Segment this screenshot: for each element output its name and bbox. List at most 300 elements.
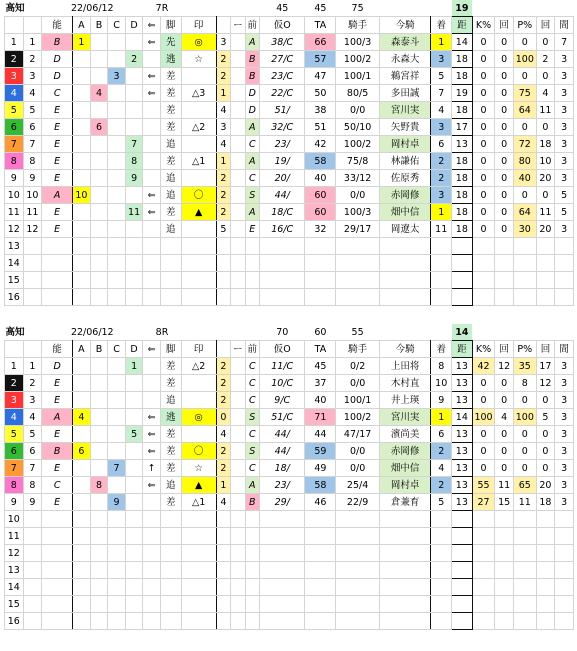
top-value-2: 60 bbox=[314, 326, 327, 338]
cell-sym bbox=[181, 136, 216, 153]
column-header: ー bbox=[231, 17, 245, 34]
cell-pp: 100 bbox=[513, 409, 536, 426]
cell-pp: 0 bbox=[513, 187, 536, 204]
cell-arr bbox=[143, 375, 161, 392]
cell-sym: ◎ bbox=[181, 409, 216, 426]
cell-mae bbox=[245, 579, 259, 596]
cell-pref bbox=[216, 255, 230, 272]
cell-chaku: 1 bbox=[431, 409, 452, 426]
cell-n bbox=[23, 272, 42, 289]
cell-pref bbox=[216, 579, 230, 596]
cell-p_kai: 4 bbox=[536, 85, 555, 102]
cell-pp: 8 bbox=[513, 375, 536, 392]
cell-n: 7 bbox=[23, 460, 42, 477]
cell-kishu bbox=[336, 528, 379, 545]
cell-p_kai bbox=[536, 238, 555, 255]
cell-w: 12 bbox=[5, 545, 24, 562]
cell-arr: ⇐ bbox=[143, 409, 161, 426]
cell-nou: B bbox=[42, 34, 73, 51]
cell-pref: 1 bbox=[216, 477, 230, 494]
cell-kishu: 47/17 bbox=[336, 426, 379, 443]
cell-b bbox=[90, 528, 108, 545]
cell-arr bbox=[143, 238, 161, 255]
cell-p_kai: 0 bbox=[536, 34, 555, 51]
cell-imakishu bbox=[379, 289, 431, 306]
column-header: K% bbox=[472, 341, 495, 358]
column-header: 騎手 bbox=[336, 341, 379, 358]
cell-blank bbox=[231, 596, 245, 613]
table-row bbox=[5, 170, 574, 187]
cell-blank bbox=[231, 221, 245, 238]
cell-kp bbox=[472, 613, 495, 630]
cell-pref bbox=[216, 613, 230, 630]
cell-kp: 42 bbox=[472, 358, 495, 375]
cell-imakishu: 佐原秀 bbox=[379, 170, 431, 187]
cell-pref: 2 bbox=[216, 204, 230, 221]
cell-kishu: 50/10 bbox=[336, 119, 379, 136]
table-row bbox=[5, 221, 574, 238]
cell-nou: E bbox=[42, 426, 73, 443]
cell-kyori bbox=[452, 289, 473, 306]
cell-mae bbox=[245, 272, 259, 289]
cell-kp bbox=[472, 272, 495, 289]
cell-p_kai bbox=[536, 255, 555, 272]
table-row bbox=[5, 409, 574, 426]
cell-arr bbox=[143, 494, 161, 511]
cell-blank bbox=[231, 375, 245, 392]
cell-kariO: 29/ bbox=[260, 494, 305, 511]
cell-TA: 66 bbox=[305, 34, 336, 51]
cell-pp: 11 bbox=[513, 494, 536, 511]
column-header bbox=[5, 17, 24, 34]
cell-w: 13 bbox=[5, 238, 24, 255]
cell-kp: 0 bbox=[472, 170, 495, 187]
cell-d bbox=[125, 392, 143, 409]
cell-kan: 5 bbox=[555, 187, 574, 204]
cell-c bbox=[108, 392, 126, 409]
cell-kishu bbox=[336, 511, 379, 528]
cell-n: 4 bbox=[23, 409, 42, 426]
column-header: 仮O bbox=[260, 341, 305, 358]
cell-TA: 57 bbox=[305, 51, 336, 68]
cell-pp: 0 bbox=[513, 392, 536, 409]
column-header: 印 bbox=[181, 341, 216, 358]
empty-row bbox=[5, 562, 574, 579]
cell-p_kai: 0 bbox=[536, 187, 555, 204]
distance-header: 19 bbox=[452, 0, 473, 17]
cell-blank bbox=[231, 511, 245, 528]
top-value-3: 75 bbox=[351, 2, 364, 14]
cell-n bbox=[23, 579, 42, 596]
cell-c: 7 bbox=[108, 460, 126, 477]
column-header-row bbox=[5, 341, 574, 358]
cell-w: 8 bbox=[5, 477, 24, 494]
cell-c bbox=[108, 85, 126, 102]
cell-kan: 7 bbox=[555, 34, 574, 51]
cell-w: 6 bbox=[5, 443, 24, 460]
cell-chaku: 6 bbox=[431, 426, 452, 443]
cell-kariO: 11/C bbox=[260, 358, 305, 375]
cell-p_kai: 17 bbox=[536, 358, 555, 375]
cell-kyori: 13 bbox=[452, 460, 473, 477]
cell-TA bbox=[305, 596, 336, 613]
cell-kyaku bbox=[160, 613, 181, 630]
cell-c bbox=[108, 255, 126, 272]
cell-p_kai: 20 bbox=[536, 477, 555, 494]
cell-kyaku: 差 bbox=[160, 85, 181, 102]
cell-kishu bbox=[336, 238, 379, 255]
cell-a: 6 bbox=[73, 443, 91, 460]
cell-pp bbox=[513, 562, 536, 579]
cell-chaku: 3 bbox=[431, 51, 452, 68]
cell-kan bbox=[555, 579, 574, 596]
race-number: 8R bbox=[155, 326, 169, 338]
cell-kyori bbox=[452, 272, 473, 289]
cell-a bbox=[73, 596, 91, 613]
cell-w: 5 bbox=[5, 102, 24, 119]
cell-pref: 3 bbox=[216, 119, 230, 136]
cell-d bbox=[125, 562, 143, 579]
cell-c bbox=[108, 477, 126, 494]
cell-b bbox=[90, 392, 108, 409]
cell-w: 10 bbox=[5, 511, 24, 528]
cell-imakishu bbox=[379, 579, 431, 596]
cell-mae: C bbox=[245, 358, 259, 375]
cell-chaku bbox=[431, 528, 452, 545]
cell-p_kai bbox=[536, 511, 555, 528]
cell-w: 15 bbox=[5, 596, 24, 613]
cell-c: 3 bbox=[108, 68, 126, 85]
venue-label: 高知 bbox=[5, 2, 25, 14]
cell-k_kai: 0 bbox=[495, 187, 514, 204]
table-row bbox=[5, 153, 574, 170]
cell-sym bbox=[181, 238, 216, 255]
cell-kp: 0 bbox=[472, 392, 495, 409]
column-header: B bbox=[90, 17, 108, 34]
cell-pp bbox=[513, 545, 536, 562]
cell-TA bbox=[305, 562, 336, 579]
cell-w: 9 bbox=[5, 170, 24, 187]
cell-w: 11 bbox=[5, 204, 24, 221]
cell-k_kai: 0 bbox=[495, 85, 514, 102]
cell-kariO bbox=[260, 596, 305, 613]
cell-d bbox=[125, 255, 143, 272]
cell-sym bbox=[181, 289, 216, 306]
cell-a bbox=[73, 289, 91, 306]
cell-mae: D bbox=[245, 85, 259, 102]
cell-kyori: 18 bbox=[452, 204, 473, 221]
cell-b bbox=[90, 358, 108, 375]
cell-p_kai bbox=[536, 596, 555, 613]
cell-TA bbox=[305, 528, 336, 545]
cell-p_kai: 18 bbox=[536, 494, 555, 511]
cell-k_kai: 0 bbox=[495, 119, 514, 136]
cell-arr bbox=[143, 51, 161, 68]
cell-nou bbox=[42, 528, 73, 545]
cell-blank bbox=[231, 34, 245, 51]
cell-sym bbox=[181, 221, 216, 238]
cell-kariO: 27/C bbox=[260, 51, 305, 68]
cell-b bbox=[90, 68, 108, 85]
cell-p_kai: 5 bbox=[536, 409, 555, 426]
cell-kyaku: 差 bbox=[160, 460, 181, 477]
cell-p_kai bbox=[536, 528, 555, 545]
cell-pref bbox=[216, 289, 230, 306]
cell-w: 4 bbox=[5, 85, 24, 102]
cell-kyori: 13 bbox=[452, 392, 473, 409]
column-header: 間 bbox=[555, 17, 574, 34]
cell-kishu: 100/2 bbox=[336, 51, 379, 68]
cell-kishu: 100/3 bbox=[336, 34, 379, 51]
table-row bbox=[5, 460, 574, 477]
cell-d bbox=[125, 238, 143, 255]
cell-chaku bbox=[431, 255, 452, 272]
cell-a bbox=[73, 136, 91, 153]
cell-p_kai bbox=[536, 562, 555, 579]
table-row bbox=[5, 119, 574, 136]
cell-blank bbox=[231, 136, 245, 153]
cell-a: 1 bbox=[73, 34, 91, 51]
column-header bbox=[23, 17, 42, 34]
cell-arr: ⇐ bbox=[143, 34, 161, 51]
column-header: D bbox=[125, 341, 143, 358]
cell-pref: 2 bbox=[216, 51, 230, 68]
cell-n: 8 bbox=[23, 477, 42, 494]
cell-imakishu: 岡村卓 bbox=[379, 136, 431, 153]
cell-sym bbox=[181, 375, 216, 392]
cell-TA: 45 bbox=[305, 358, 336, 375]
cell-imakishu: 岡村卓 bbox=[379, 477, 431, 494]
cell-k_kai bbox=[495, 528, 514, 545]
table-row bbox=[5, 187, 574, 204]
cell-kp bbox=[472, 579, 495, 596]
cell-kyori: 13 bbox=[452, 426, 473, 443]
cell-mae: A bbox=[245, 204, 259, 221]
cell-n bbox=[23, 613, 42, 630]
cell-pp: 35 bbox=[513, 358, 536, 375]
cell-sym: △1 bbox=[181, 153, 216, 170]
cell-pref: 0 bbox=[216, 409, 230, 426]
race-7r-table bbox=[4, 0, 574, 306]
cell-pref bbox=[216, 238, 230, 255]
cell-kyori: 13 bbox=[452, 136, 473, 153]
cell-pref: 5 bbox=[216, 221, 230, 238]
cell-kariO: 44/ bbox=[260, 187, 305, 204]
cell-imakishu bbox=[379, 562, 431, 579]
cell-mae: A bbox=[245, 119, 259, 136]
cell-a bbox=[73, 358, 91, 375]
cell-chaku bbox=[431, 511, 452, 528]
column-header: 印 bbox=[181, 17, 216, 34]
cell-kyori: 18 bbox=[452, 221, 473, 238]
cell-pref: 2 bbox=[216, 187, 230, 204]
cell-arr: ⇐ bbox=[143, 426, 161, 443]
cell-imakishu: 宮川実 bbox=[379, 102, 431, 119]
cell-nou: E bbox=[42, 119, 73, 136]
cell-sym bbox=[181, 272, 216, 289]
cell-d bbox=[125, 477, 143, 494]
cell-kan: 3 bbox=[555, 460, 574, 477]
cell-kp: 0 bbox=[472, 443, 495, 460]
cell-arr bbox=[143, 272, 161, 289]
cell-kariO: 23/C bbox=[260, 68, 305, 85]
cell-w: 7 bbox=[5, 136, 24, 153]
cell-kp bbox=[472, 528, 495, 545]
cell-blank bbox=[231, 426, 245, 443]
cell-nou: E bbox=[42, 136, 73, 153]
cell-mae bbox=[245, 596, 259, 613]
cell-n: 3 bbox=[23, 68, 42, 85]
cell-imakishu: 岡遼太 bbox=[379, 221, 431, 238]
cell-c bbox=[108, 613, 126, 630]
cell-a bbox=[73, 579, 91, 596]
cell-sym: △2 bbox=[181, 119, 216, 136]
cell-kyori: 17 bbox=[452, 119, 473, 136]
cell-chaku: 5 bbox=[431, 494, 452, 511]
cell-kyaku: 逃 bbox=[160, 51, 181, 68]
cell-c bbox=[108, 545, 126, 562]
race-date: 22/06/12 bbox=[70, 326, 114, 338]
cell-arr bbox=[143, 153, 161, 170]
cell-kariO: 23/ bbox=[260, 477, 305, 494]
cell-kariO: 23/ bbox=[260, 136, 305, 153]
cell-b bbox=[90, 494, 108, 511]
cell-kp: 0 bbox=[472, 68, 495, 85]
cell-n bbox=[23, 238, 42, 255]
cell-d: 8 bbox=[125, 153, 143, 170]
cell-kyaku: 逃 bbox=[160, 409, 181, 426]
cell-a bbox=[73, 204, 91, 221]
cell-c bbox=[108, 511, 126, 528]
cell-w: 7 bbox=[5, 460, 24, 477]
cell-kp: 0 bbox=[472, 136, 495, 153]
cell-kp: 0 bbox=[472, 34, 495, 51]
cell-chaku: 8 bbox=[431, 358, 452, 375]
cell-k_kai bbox=[495, 511, 514, 528]
cell-d bbox=[125, 289, 143, 306]
column-header: TA bbox=[305, 341, 336, 358]
cell-kp bbox=[472, 238, 495, 255]
cell-kishu: 80/5 bbox=[336, 85, 379, 102]
cell-TA: 32 bbox=[305, 221, 336, 238]
cell-TA bbox=[305, 289, 336, 306]
empty-row bbox=[5, 596, 574, 613]
cell-kyaku bbox=[160, 272, 181, 289]
cell-nou bbox=[42, 272, 73, 289]
cell-kp: 0 bbox=[472, 460, 495, 477]
cell-d bbox=[125, 221, 143, 238]
cell-imakishu bbox=[379, 613, 431, 630]
cell-d: 5 bbox=[125, 426, 143, 443]
cell-d: 7 bbox=[125, 136, 143, 153]
cell-chaku bbox=[431, 579, 452, 596]
cell-pref: 2 bbox=[216, 358, 230, 375]
column-header: TA bbox=[305, 17, 336, 34]
cell-blank bbox=[231, 255, 245, 272]
cell-kariO: 44/ bbox=[260, 443, 305, 460]
cell-b bbox=[90, 562, 108, 579]
cell-a bbox=[73, 392, 91, 409]
cell-pref: 1 bbox=[216, 153, 230, 170]
cell-imakishu: 森泰斗 bbox=[379, 34, 431, 51]
cell-mae bbox=[245, 528, 259, 545]
cell-chaku: 9 bbox=[431, 392, 452, 409]
cell-d: 1 bbox=[125, 358, 143, 375]
cell-kyori: 18 bbox=[452, 187, 473, 204]
cell-k_kai: 0 bbox=[495, 102, 514, 119]
cell-n: 6 bbox=[23, 119, 42, 136]
cell-kariO: 18/C bbox=[260, 204, 305, 221]
cell-TA bbox=[305, 511, 336, 528]
cell-kishu: 100/1 bbox=[336, 68, 379, 85]
cell-c bbox=[108, 358, 126, 375]
cell-k_kai: 0 bbox=[495, 51, 514, 68]
cell-d bbox=[125, 528, 143, 545]
column-header: 脚 bbox=[160, 17, 181, 34]
cell-blank bbox=[231, 102, 245, 119]
column-header bbox=[216, 341, 230, 358]
cell-sym bbox=[181, 102, 216, 119]
cell-blank bbox=[231, 358, 245, 375]
cell-mae: B bbox=[245, 494, 259, 511]
cell-n: 8 bbox=[23, 153, 42, 170]
cell-k_kai: 0 bbox=[495, 221, 514, 238]
cell-sym: 〇 bbox=[181, 187, 216, 204]
cell-kyori bbox=[452, 545, 473, 562]
cell-d bbox=[125, 68, 143, 85]
cell-sym: ◎ bbox=[181, 34, 216, 51]
cell-n: 11 bbox=[23, 204, 42, 221]
cell-blank bbox=[231, 443, 245, 460]
cell-b bbox=[90, 443, 108, 460]
cell-imakishu bbox=[379, 545, 431, 562]
cell-pp: 0 bbox=[513, 68, 536, 85]
cell-d bbox=[125, 545, 143, 562]
cell-c bbox=[108, 596, 126, 613]
cell-a bbox=[73, 255, 91, 272]
cell-k_kai bbox=[495, 272, 514, 289]
cell-k_kai: 11 bbox=[495, 477, 514, 494]
cell-a bbox=[73, 545, 91, 562]
cell-chaku: 1 bbox=[431, 204, 452, 221]
cell-a: 4 bbox=[73, 409, 91, 426]
cell-a bbox=[73, 613, 91, 630]
cell-kyaku: 差 bbox=[160, 68, 181, 85]
cell-b bbox=[90, 289, 108, 306]
cell-arr bbox=[143, 545, 161, 562]
table-row bbox=[5, 204, 574, 221]
cell-TA: 51 bbox=[305, 119, 336, 136]
cell-kp bbox=[472, 545, 495, 562]
cell-nou bbox=[42, 613, 73, 630]
cell-c bbox=[108, 204, 126, 221]
cell-k_kai: 0 bbox=[495, 375, 514, 392]
table-row bbox=[5, 426, 574, 443]
cell-kishu: 100/1 bbox=[336, 392, 379, 409]
cell-TA bbox=[305, 579, 336, 596]
cell-pref: 3 bbox=[216, 34, 230, 51]
cell-d bbox=[125, 409, 143, 426]
table-row bbox=[5, 358, 574, 375]
cell-kan bbox=[555, 289, 574, 306]
cell-chaku: 2 bbox=[431, 153, 452, 170]
cell-b: 6 bbox=[90, 119, 108, 136]
cell-pp: 0 bbox=[513, 460, 536, 477]
cell-kariO bbox=[260, 528, 305, 545]
cell-kyaku: 差 bbox=[160, 204, 181, 221]
race-date: 22/06/12 bbox=[70, 2, 114, 14]
cell-arr bbox=[143, 511, 161, 528]
